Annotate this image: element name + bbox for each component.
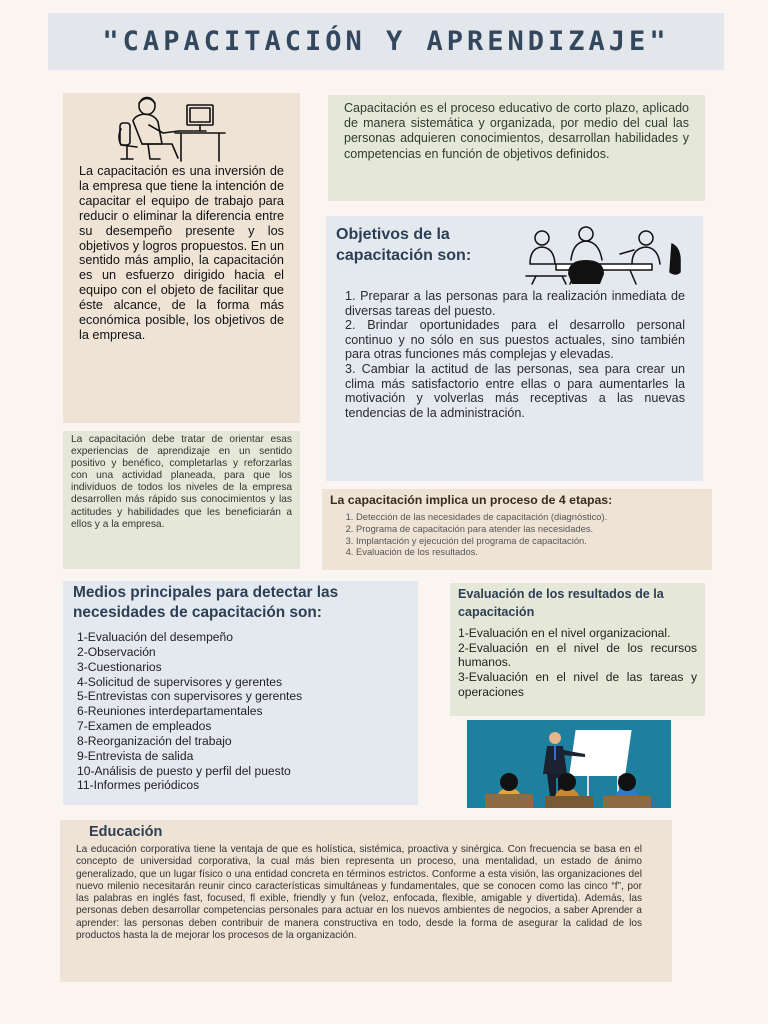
stage-item: 2. Programa de capacitación para atender las necesidades. — [356, 523, 704, 535]
page-title: "CAPACITACIÓN Y APRENDIZAJE" — [102, 26, 670, 57]
means-item: 11-Informes periódicos — [77, 778, 200, 793]
worker-at-computer-icon — [115, 95, 231, 165]
meeting-group-icon — [516, 224, 692, 286]
stage-item: 3. Implantación y ejecución del programa de capacitación. — [356, 535, 704, 547]
means-list — [73, 630, 404, 793]
evaluation-item: 2-Evaluación en el nivel de los recursos humanos. — [458, 640, 697, 670]
objective-item: 1. Preparar a las personas para la realización inmediata de diversas tareas del puesto. — [345, 289, 685, 318]
means-heading: Medios principales para detectar las necesidades de capacitación son: — [73, 584, 339, 621]
stages-list — [330, 511, 704, 558]
objectives-heading: Objetivos de la capacitación son: — [336, 226, 472, 264]
intro-box — [63, 93, 300, 423]
experience-text: La capacitación debe tratar de orientar esas experiencias de aprendizaje en un sentido positivo y benéfico, completarlas y reforzarlas con una actividad planeada, para que los individuos de todos los niveles de la empresa desarrollen más rápido sus conocimientos y las actitudes y habilidades que les beneficiarán a ellos y a la empresa. — [71, 434, 292, 530]
stages-heading: La capacitación implica un proceso de 4 etapas: — [330, 493, 613, 507]
evaluation-item: 1-Evaluación en el nivel organizacional. — [458, 626, 671, 640]
evaluation-item: 3-Evaluación en el nivel de las tareas y operaciones — [458, 670, 697, 699]
experience-box — [63, 431, 300, 569]
evaluation-box — [450, 583, 705, 716]
evaluation-heading: Evaluación de los resultados de la capacitación — [458, 587, 664, 619]
objective-item: 3. Cambiar la actitud de las personas, sea para crear un clima más satisfactorio entre ellas o para aumentarles la motivación y volverlas más receptivas a las nuevas tendencias de la administración. — [345, 361, 685, 420]
stage-item: 1. Detección de las necesidades de capacitación (diagnóstico). — [356, 511, 704, 523]
means-item: 8-Reorganización del trabajo — [77, 733, 232, 748]
means-item: 10-Análisis de puesto y perfil del puesto — [77, 763, 291, 778]
presentation-image — [467, 720, 671, 808]
definition-text: Capacitación es el proceso educativo de corto plazo, aplicado de manera sistemática y organizada, por medio del cual las personas adquieren conocimientos, desarrollan habilidades y competencias en función de objetivos definidos. — [344, 101, 689, 161]
means-box — [63, 581, 418, 805]
evaluation-list — [458, 626, 697, 700]
means-item: 4-Solicitud de supervisores y gerentes — [77, 674, 283, 689]
definition-box — [328, 95, 705, 201]
means-item: 3-Cuestionarios — [77, 659, 162, 674]
stage-item: 4. Evaluación de los resultados. — [356, 546, 704, 558]
title-banner — [48, 13, 724, 70]
objectives-box — [326, 216, 703, 481]
objective-item: 2. Brindar oportunidades para el desarrollo personal continuo y no sólo en sus puestos actuales, sino también para otras funciones más complejas y elevadas. — [345, 318, 685, 362]
means-item: 6-Reuniones interdepartamentales — [77, 704, 263, 719]
means-item: 9-Entrevista de salida — [77, 748, 194, 763]
means-item: 2-Observación — [77, 644, 156, 659]
means-item: 1-Evaluación del desempeño — [77, 630, 233, 644]
stages-box — [322, 489, 712, 570]
education-heading: Educación — [89, 824, 163, 840]
presenter-with-audience-icon — [467, 720, 671, 808]
means-item: 7-Examen de empleados — [77, 719, 212, 734]
education-text: La educación corporativa tiene la ventaja de que es holística, sistémica, proactiva y sinérgica. Con frecuencia se basa en el concepto de universidad corporativa, la cual más bien representa un proceso, una mentalidad, un estado de ánimo generalizado, que un lugar físico o una entidad concreta en términos estrictos. Conforme a esta visión, las organizaciones del nuevo milenio necesitarán reunir cinco características simultáneas y fundamentales, que se conocen como las cinco “f”, por las palabras en inglés fast, focused, fl exible, friendly y fun (veloz, enfocada, flexible, amigable y divertida). Además, las personas deben desarrollar competencias personales para actuar en los nuevos ambientes de negocios, a saber Aprender a aprender: las personas deben contribuir de manera constructiva en todo, desde la forma de asegurar la calidad de los productos hasta la de mejorar los procesos de la organización. — [76, 844, 642, 942]
intro-text: La capacitación es una inversión de la empresa que tiene la intención de capacitar el equipo de trabajo para reducir o eliminar la diferencia entre su desempeño presente y los objetivos y logros propuestos. En un sentido más amplio, la capacitación es un esfuerzo dirigido hacia el equipo con el objeto de facilitar que éste alcance, de la forma más económica posible, los objetivos de la empresa. — [79, 164, 284, 342]
objectives-list — [345, 289, 685, 420]
education-box — [60, 820, 672, 982]
means-item: 5-Entrevistas con supervisores y gerentes — [77, 689, 303, 704]
